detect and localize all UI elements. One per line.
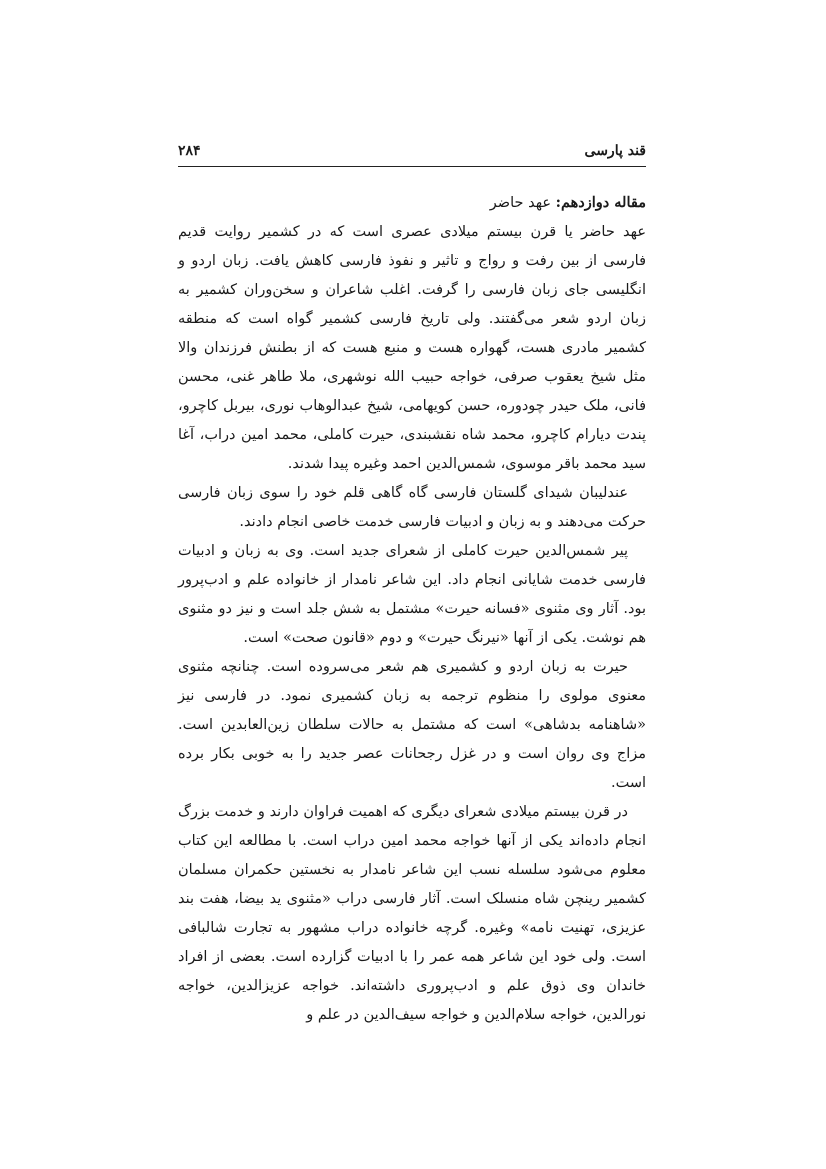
section-heading (178, 188, 646, 218)
paragraph: در قرن بیستم میلادی شعرای دیگری که اهمیت فراوان دارند و خدمت بزرگ انجام داده‌اند یکی از آنها خواجه محمد امین دراب است. با مطالعه این کتاب معلوم می‌شود سلسله نسب این شاعر نامدار به نخستین حکمران مسلمان کشمیر رینچن شاه منسلک است. آثار فارسی دراب «مثنوی ید بیضا، هفت بند عزیزی، تهنیت نامه» وغیره. گرچه خانواده دراب مشهور به تجارت شالبافی است. ولی خود این شاعر همه عمر را با ادبیات گزارده است. بعضی از افراد خاندان وی ذوق علم و ادب‌پروری داشته‌اند. خواجه عزیزالدین، خواجه نورالدین، خواجه سلام‌الدین و خواجه سیف‌الدین در علم و (178, 804, 646, 1023)
section-heading-title: عهد حاضر (489, 195, 552, 211)
page-number: ۲۸۴ (178, 143, 201, 159)
paragraph: حیرت به زبان اردو و کشمیری هم شعر می‌سروده است. چنانچه مثنوی معنوی مولوی را منظوم ترجمه به زبان کشمیری نمود. در فارسی نیز «شاهنامه بدشاهی» است که مشتمل به حالات سلطان زین‌العابدین است. مزاج وی روان است و در غزل رجحانات عصر جدید را به خوبی بکار برده است. (178, 659, 646, 791)
paragraph: عندلیبان شیدای گلستان فارسی گاه گاهی قلم خود را سوی زبان فارسی حرکت می‌دهند و به زبان و ادبیات فارسی خدمت خاصی انجام دادند. (178, 485, 646, 530)
running-header (178, 143, 646, 165)
paragraph: عهد حاضر یا قرن بیستم میلادی عصری است که در کشمیر روایت قدیم فارسی از بین رفت و رواج و تاثیر و نفوذ فارسی کاهش یافت. زبان اردو و انگلیسی جای زبان فارسی را گرفت. اغلب شاعران و سخن‌وران کشمیر به زبان اردو شعر می‌گفتند. ولی تاریخ فارسی کشمیر گواه است که منطقه کشمیر مادری هست، گهواره هست و منبع هست که از بطنش فرزندان والا مثل شیخ یعقوب صرفی، خواجه حبیب الله نوشهری، ملا طاهر غنی، محسن فانی، ملک حیدر چودوره، حسن کویهامی، شیخ عبدالوهاب نوری، بیربل کاچرو، پندت دیارام کاچرو، محمد شاه نقشبندی، حیرت کاملی، محمد امین دراب، آغا سید محمد باقر موسوی، شمس‌الدین احمد وغیره پیدا شدند. (178, 224, 646, 472)
journal-name: قند پارسی (584, 143, 646, 159)
paragraph: پیر شمس‌الدین حیرت کاملی از شعرای جدید است. وی به زبان و ادبیات فارسی خدمت شایانی انجام داد. این شاعر نامدار از خانواده علم و ادب‌پرور بود. آثار وی مثنوی «فسانه حیرت» مشتمل به شش جلد است و نیز دو مثنوی هم نوشت. یکی از آنها «نیرنگ حیرت» و دوم «قانون صحت» است. (178, 543, 646, 646)
section-heading-lead: مقاله دوازدهم: (555, 194, 646, 211)
header-divider (178, 166, 646, 167)
article-body (178, 188, 646, 1030)
